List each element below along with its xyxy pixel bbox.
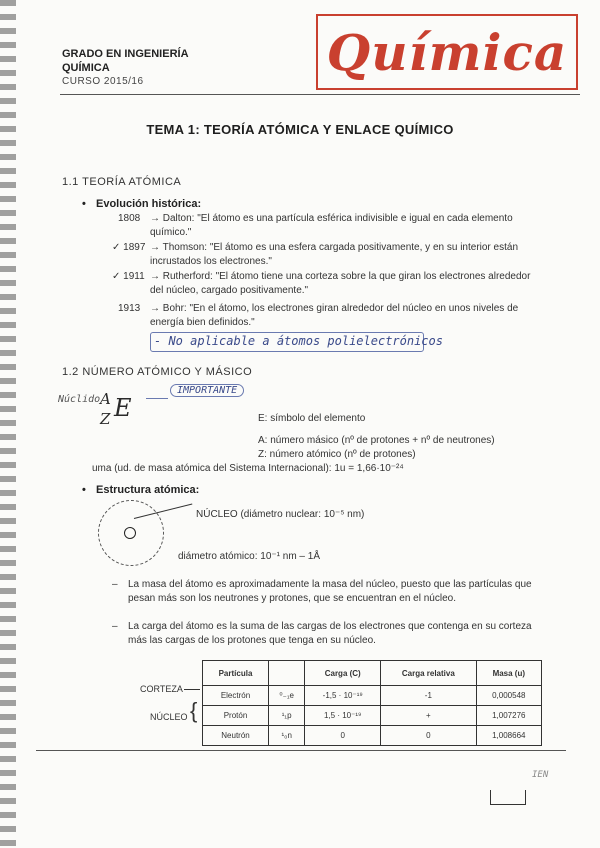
table-header: Partícula (203, 661, 269, 686)
table-header: Carga relativa (381, 661, 477, 686)
important-note: IMPORTANTE (170, 384, 244, 397)
table-header-row (203, 661, 542, 686)
dash-1: – (112, 579, 118, 590)
table-header (269, 661, 305, 686)
nucleus-label: NÚCLEO (diámetro nuclear: 10⁻⁵ nm) (196, 509, 365, 520)
history-item-bohr: → Bohr: "En el átomo, los electrones giran alrededor del núcleo en unos niveles de energía bien definidos." (150, 303, 519, 328)
dash-2: – (112, 621, 118, 632)
margin-note: Núclido (58, 394, 101, 405)
table-cell: Electrón (203, 686, 269, 706)
def-element: E: símbolo del elemento (258, 413, 366, 424)
table-cell: ⁰₋₁e (269, 686, 305, 706)
section-1-title: 1.1 TEORÍA ATÓMICA (62, 176, 182, 188)
course-year: CURSO 2015/16 (62, 76, 144, 87)
table-cell: 0 (381, 726, 477, 746)
year-1897: ✓ 1897 (112, 242, 146, 253)
structure-title: • Estructura atómica: (96, 484, 199, 496)
year-1911: ✓ 1911 (112, 271, 145, 282)
table-cell: 1,007276 (476, 706, 541, 726)
table-cell: -1,5 · 10⁻¹⁹ (305, 686, 381, 706)
table-row (203, 706, 542, 726)
history-item-dalton: → Dalton: "El átomo es una partícula esférica indivisible e igual en cada elemento químico." (150, 213, 513, 238)
nuclide-symbol (96, 388, 142, 434)
atom-nucleus (124, 527, 136, 539)
year-1913: 1913 (118, 303, 141, 314)
page-title: TEMA 1: TEORÍA ATÓMICA Y ENLACE QUÍMICO (146, 122, 454, 137)
label-corteza: CORTEZA (140, 684, 183, 694)
table-cell: -1 (381, 686, 477, 706)
mass-explanation: La masa del átomo es aproximadamente la masa del núcleo, puesto que las partículas que pesan más son los neutrones y protones, que se encuentran en el núcleo. (128, 579, 532, 604)
charge-explanation: La carga del átomo es la suma de las cargas de los electrones que contenga en su corteza más las cargas de los protones que tenga en su núcleo. (128, 621, 532, 646)
history-item-thomson: → Thomson: "El átomo es una esfera cargada positivamente, y en su interior están incrustados los electrones." (150, 242, 519, 267)
footer-mark: IEN (532, 770, 549, 780)
atom-diameter-label: diámetro atómico: 10⁻¹ nm – 1Å (178, 551, 321, 562)
table-row (203, 726, 542, 746)
degree-title-2: QUÍMICA (62, 62, 110, 74)
symbol-element: E (114, 394, 132, 422)
table-cell: Protón (203, 706, 269, 726)
logo (316, 14, 578, 90)
corteza-pointer (184, 689, 200, 690)
table-header: Carga (C) (305, 661, 381, 686)
course-header (62, 47, 189, 89)
table-cell: 0,000548 (476, 686, 541, 706)
table-cell: ¹₀n (269, 726, 305, 746)
important-arrow (146, 398, 168, 399)
section-1-subtitle: • Evolución histórica: (96, 198, 201, 210)
logo-text: Química (326, 22, 568, 82)
symbol-mass-number: A (100, 390, 111, 408)
table-cell: 1,008664 (476, 726, 541, 746)
header-divider (60, 94, 580, 95)
table-cell: + (381, 706, 477, 726)
year-1808: 1808 (118, 213, 141, 224)
corner-mark (490, 790, 526, 805)
def-mass-number: A: número másico (nº de protones + nº de neutrones) (258, 435, 495, 446)
uma-definition: uma (ud. de masa atómica del Sistema Internacional): 1u = 1,66·10⁻²⁴ (92, 463, 404, 474)
table-cell: ¹₁p (269, 706, 305, 726)
label-nucleo: NÚCLEO (150, 712, 188, 722)
history-item-rutherford: → Rutherford: "El átomo tiene una corteza sobre la que giran los electrones alrededor del núcleo, cargado positivamente." (150, 271, 531, 296)
symbol-atomic-number: Z (100, 410, 111, 428)
table-header: Masa (u) (476, 661, 541, 686)
nucleus-brace: { (190, 698, 198, 723)
particle-table (202, 660, 542, 746)
table-cell: 1,5 · 10⁻¹⁹ (305, 706, 381, 726)
table-row (203, 686, 542, 706)
degree-title-1: GRADO EN INGENIERÍA (62, 48, 189, 60)
table-cell: 0 (305, 726, 381, 746)
handwritten-note: - No aplicable a átomos polielectrónicos (154, 334, 443, 348)
footer-divider (36, 750, 566, 751)
section-2-title: 1.2 NÚMERO ATÓMICO Y MÁSICO (62, 366, 253, 378)
def-atomic-number: Z: número atómico (nº de protones) (258, 449, 416, 460)
table-cell: Neutrón (203, 726, 269, 746)
